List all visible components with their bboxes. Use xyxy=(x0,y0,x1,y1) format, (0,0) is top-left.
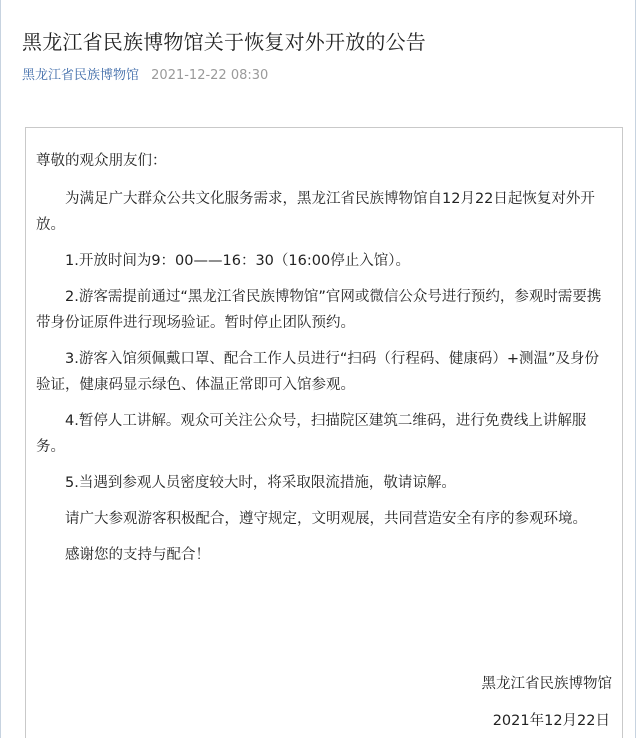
notice-paragraph-crowd-limit: 5.当遇到参观人员密度较大时，将采取限流措施，敬请谅解。 xyxy=(65,475,456,491)
notice-signature: 黑龙江省民族博物馆 xyxy=(481,676,612,692)
notice-paragraph-reservation: 2.游客需提前通过“黑龙江省民族博物馆”官网或微信公众号进行预约，参观时需要携带身份证原件进行现场验证。暂时停止团队预约。 xyxy=(36,289,602,331)
publish-date: 2021-12-22 08:30 xyxy=(151,68,269,83)
notice-box xyxy=(25,127,623,738)
notice-paragraph-entry-check: 3.游客入馆须佩戴口罩、配合工作人员进行“扫码（行程码、健康码）+测温”及身份验证，健康码显示绿色、体温正常即可入馆参观。 xyxy=(36,351,600,393)
notice-paragraph-thanks: 感谢您的支持与配合！ xyxy=(65,547,210,563)
notice-paragraph-hours: 1.开放时间为9：00——16：30（16:00停止入馆）。 xyxy=(65,253,410,269)
article-meta xyxy=(22,67,268,85)
notice-date: 2021年12月22日 xyxy=(492,713,610,729)
notice-paragraph-guide: 4.暂停人工讲解。观众可关注公众号，扫描院区建筑二维码，进行免费线上讲解服务。 xyxy=(36,413,587,455)
article-title: 黑龙江省民族博物馆关于恢复对外开放的公告 xyxy=(22,30,426,54)
author-link[interactable]: 黑龙江省民族博物馆 xyxy=(22,68,140,83)
notice-paragraph-intro: 为满足广大群众公共文化服务需求，黑龙江省民族博物馆自12月22日起恢复对外开放。 xyxy=(36,191,595,233)
notice-paragraph-cooperation: 请广大参观游客积极配合，遵守规定，文明观展，共同营造安全有序的参观环境。 xyxy=(65,511,587,527)
notice-body xyxy=(36,148,612,578)
notice-greeting: 尊敬的观众朋友们： xyxy=(36,153,167,169)
